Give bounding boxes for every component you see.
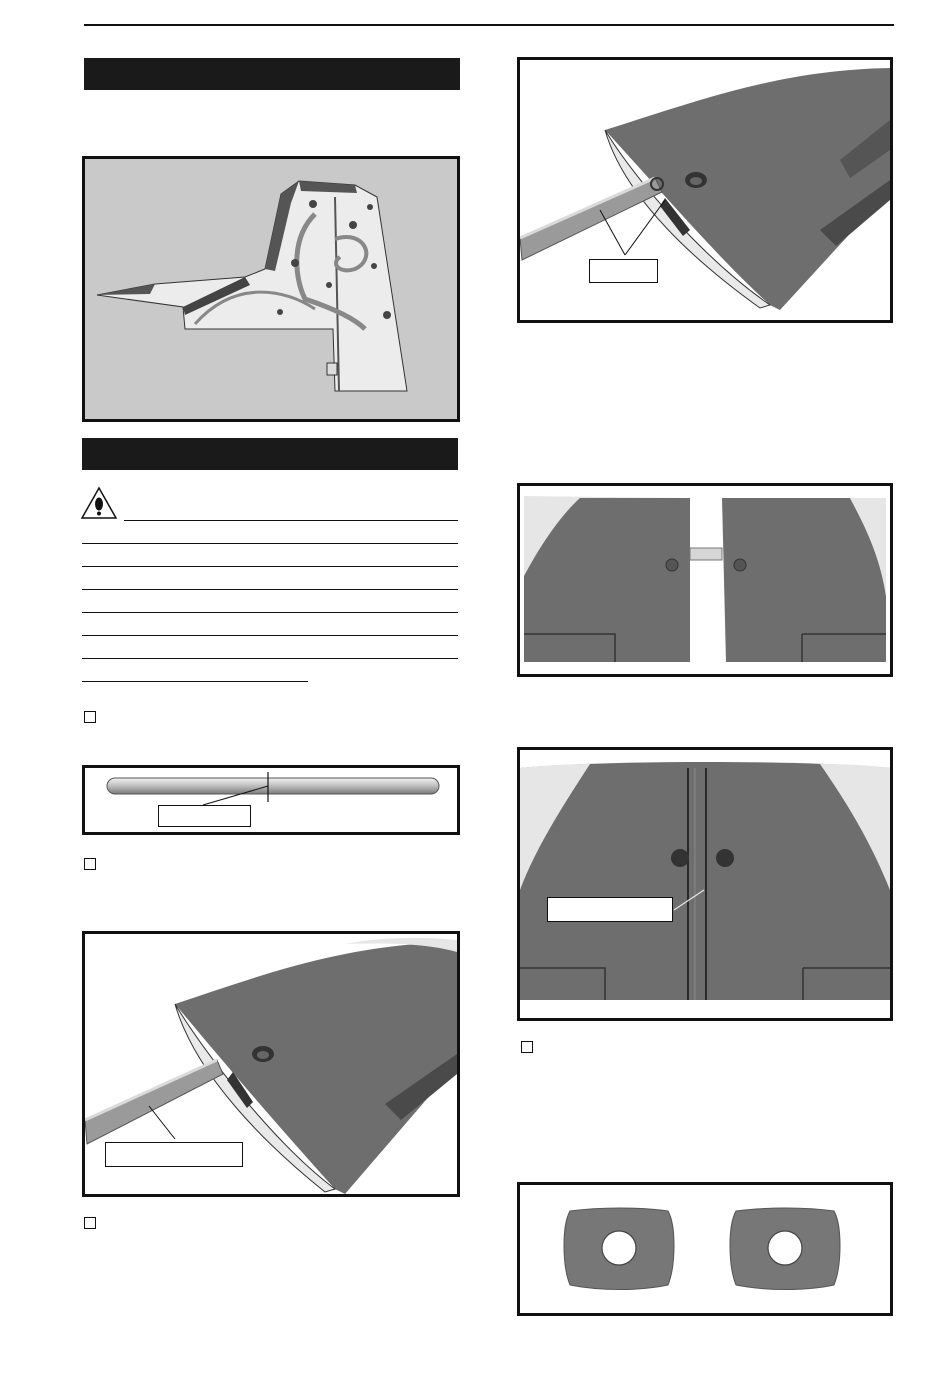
checkbox-icon[interactable] (521, 1041, 533, 1053)
section-heading-bar-2 (82, 438, 458, 470)
wing-joined-illustration (520, 750, 890, 1018)
tail-fin-illustration (85, 159, 457, 419)
wing-halves-illustration (520, 486, 890, 674)
checkbox-icon[interactable] (84, 858, 96, 870)
figure-wing-halves-joined (517, 747, 893, 1021)
bolt-plate-illustration (520, 1185, 890, 1313)
callout-label-box (158, 805, 251, 827)
checkbox-icon[interactable] (84, 1217, 96, 1229)
figure-aluminum-tube (82, 765, 460, 835)
warning-rule-1 (124, 520, 458, 521)
callout-label-box (589, 259, 658, 283)
warning-rule-6 (82, 635, 458, 636)
warning-rule-8 (82, 681, 308, 682)
figure-wing-halves-apart (517, 483, 893, 677)
checkbox-icon[interactable] (84, 711, 96, 723)
callout-label-box (105, 1142, 243, 1167)
warning-exclamation-icon (80, 486, 118, 520)
figure-wing-root-tube (517, 57, 893, 323)
wing-tube-illustration (85, 768, 457, 832)
warning-rule-3 (82, 566, 458, 567)
figure-tail-fin (82, 156, 460, 422)
callout-label-box (547, 897, 673, 922)
header-rule (84, 24, 894, 26)
warning-rule-5 (82, 612, 458, 613)
warning-rule-7 (82, 658, 458, 659)
section-heading-bar-1 (84, 58, 460, 90)
warning-rule-4 (82, 589, 458, 590)
warning-rule-2 (82, 543, 458, 544)
wing-root-illustration (520, 60, 890, 320)
figure-wing-bolt-plates (517, 1182, 893, 1316)
